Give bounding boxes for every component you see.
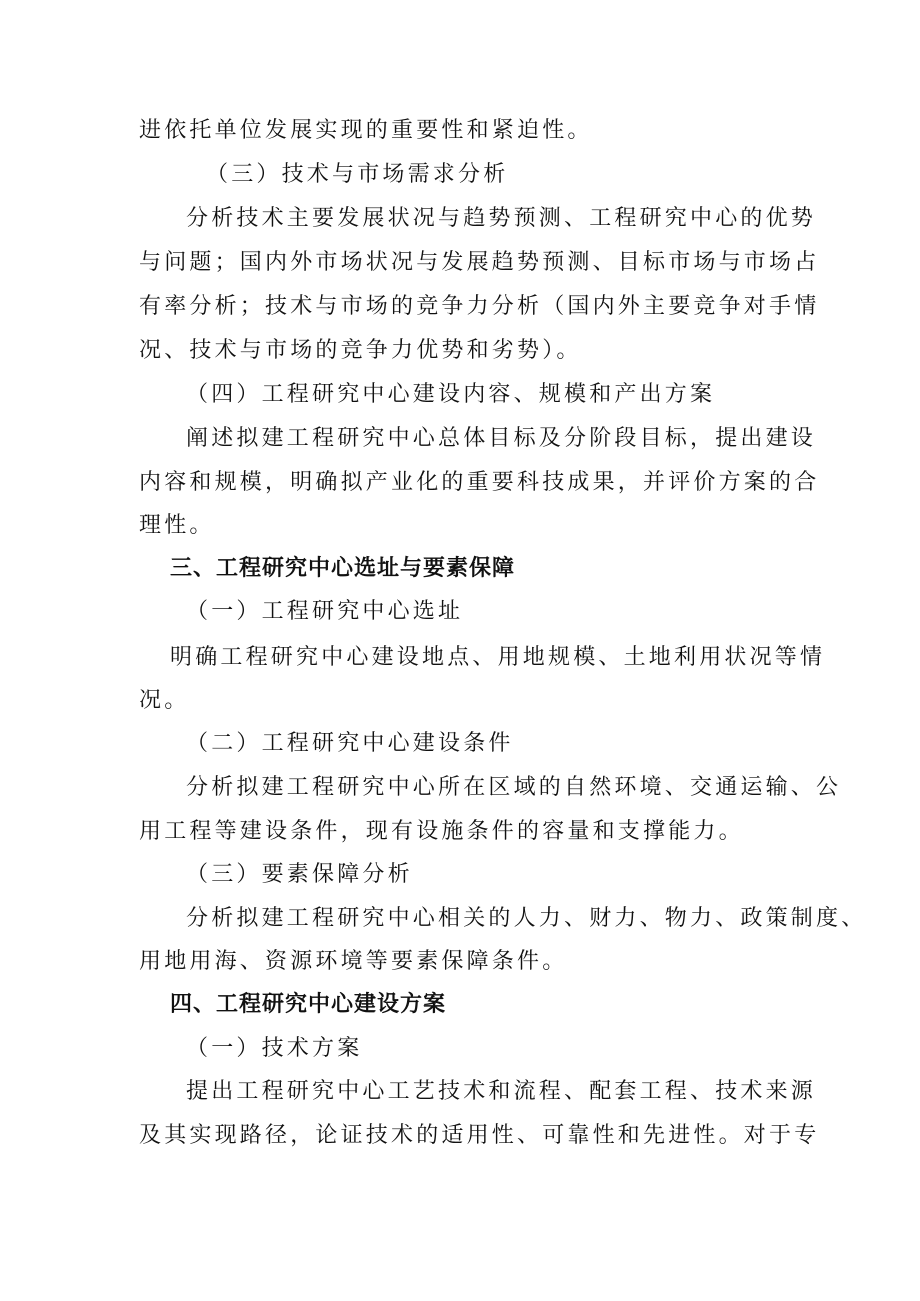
paragraph-line: 明确工程研究中心建设地点、用地规模、土地利用状况等情 [170,645,826,670]
paragraph-line: 提出工程研究中心工艺技术和流程、配套工程、技术来源 [186,1079,817,1104]
subsection-title: （二）工程研究中心建设条件 [186,731,514,756]
paragraph-line: 分析拟建工程研究中心所在区域的自然环境、交通运输、公 [186,775,842,800]
section-heading: 三、工程研究中心选址与要素保障 [170,556,516,581]
paragraph-line: 况。 [139,688,190,713]
paragraph-line: 分析拟建工程研究中心相关的人力、财力、物力、政策制度、 [186,906,867,931]
subsection-title: （三）技术与市场需求分析 [206,162,509,187]
paragraph-line: 与问题；国内外市场状况与发展趋势预测、目标市场与市场占 [139,250,820,275]
paragraph-line: 用地用海、资源环境等要素保障条件。 [139,949,568,974]
paragraph-line: 阐述拟建工程研究中心总体目标及分阶段目标，提出建设 [186,426,817,451]
subsection-title: （一）技术方案 [186,1036,363,1061]
paragraph-line: 况、技术与市场的竞争力优势和劣势）。 [139,338,582,363]
subsection-title: （四）工程研究中心建设内容、规模和产出方案 [186,382,716,407]
section-heading: 四、工程研究中心建设方案 [170,992,447,1017]
paragraph-line: 及其实现路径，论证技术的适用性、可靠性和先进性。对于专 [139,1123,820,1148]
subsection-title: （一）工程研究中心选址 [186,599,464,624]
paragraph-line: 进依托单位发展实现的重要性和紧迫性。 [139,118,593,143]
paragraph-line: 用工程等建设条件，现有设施条件的容量和支撑能力。 [139,819,744,844]
paragraph-line: 分析技术主要发展状况与趋势预测、工程研究中心的优势 [186,206,817,231]
paragraph-line: 内容和规模，明确拟产业化的重要科技成果，并评价方案的合 [139,470,820,495]
paragraph-line: 有率分析；技术与市场的竞争力分析（国内外主要竞争对手情 [139,294,820,319]
paragraph-line: 理性。 [139,513,215,538]
subsection-title: （三）要素保障分析 [186,862,413,887]
